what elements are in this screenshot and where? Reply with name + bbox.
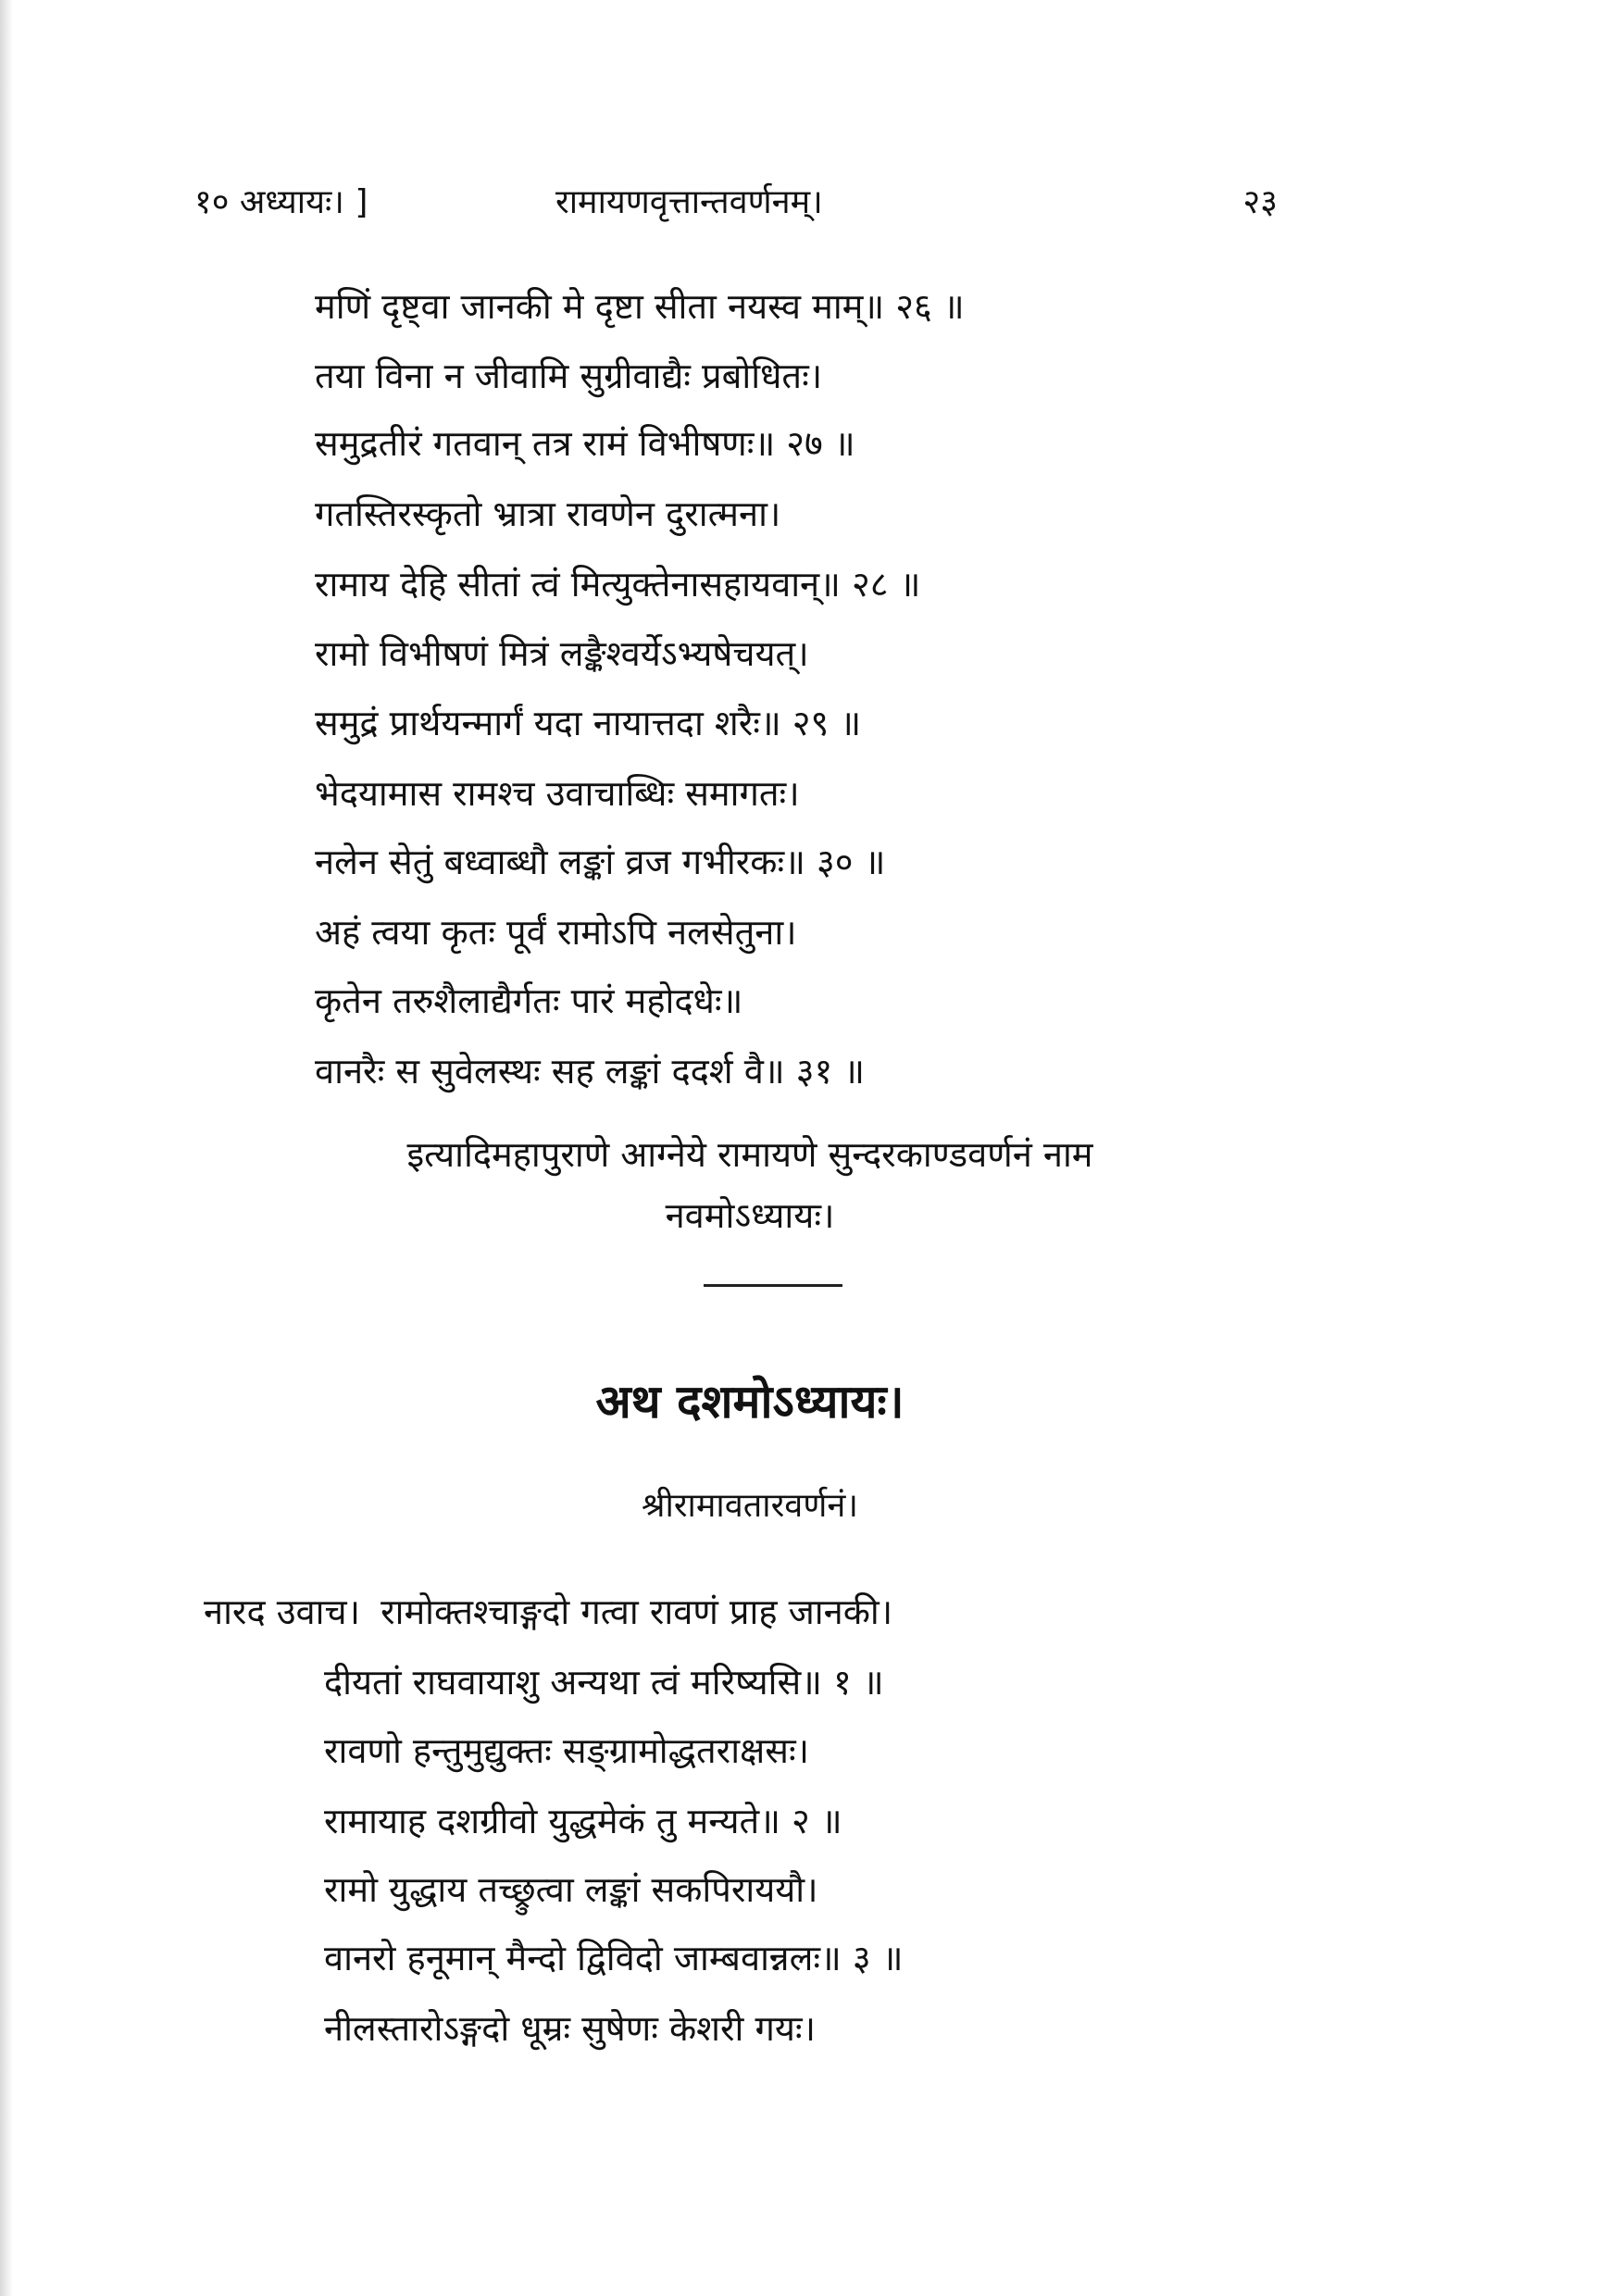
verse-line: भेदयामास रामश्च उवाचाब्धिः समागतः। <box>315 773 800 814</box>
verse-line: दीयतां राघवायाशु अन्यथा त्वं मरिष्यसि॥ १ ॥ <box>324 1662 884 1703</box>
verse-line: रावणो हन्तुमुद्युक्तः सङ्ग्रामोद्धतराक्षसः। <box>324 1730 810 1771</box>
verse-line: नलेन सेतुं बध्वाब्धौ लङ्कां व्रज गभीरकः॥ ३० ॥ <box>315 842 886 882</box>
page-number: २३ <box>1242 183 1278 221</box>
verse-line: नीलस्तारोऽङ्गदो धूम्रः सुषेणः केशरी गयः। <box>324 2008 816 2049</box>
verse-line: अहं त्वया कृतः पूर्वं रामोऽपि नलसेतुना। <box>315 912 797 953</box>
verse-line: समुद्रतीरं गतवान् तत्र रामं विभीषणः॥ २७ ॥ <box>315 423 855 464</box>
verse-line: वानरैः स सुवेलस्थः सह लङ्कां ददर्श वै॥ ३१ ॥ <box>315 1051 866 1092</box>
section-divider <box>704 1284 842 1287</box>
page-edge-shadow <box>0 0 13 2296</box>
colophon-line-1: इत्यादिमहापुराणे आग्नेये रामायणे सुन्दरकाण्डवर्णनं नाम <box>406 1134 1093 1175</box>
colophon-line-2: नवमोऽध्यायः। <box>665 1195 835 1236</box>
verse-line: गतस्तिरस्कृतो भ्रात्रा रावणेन दुरात्मना। <box>315 493 781 534</box>
verse-line: वानरो हनूमान् मैन्दो द्विविदो जाम्बवान्नलः॥ ३ ॥ <box>324 1938 904 1978</box>
verse-line: मणिं दृष्ट्वा जानकी मे दृष्टा सीता नयस्व माम्॥ २६ ॥ <box>315 286 965 327</box>
verse-line: रामायाह दशग्रीवो युद्धमेकं तु मन्यते॥ २ ॥ <box>324 1801 842 1841</box>
verse-line: रामो युद्धाय तच्छ्रुत्वा लङ्कां सकपिराययौ। <box>324 1869 818 1910</box>
verse-line: तया विना न जीवामि सुग्रीवाद्यैः प्रबोधितः। <box>315 356 823 396</box>
speaker-label: नारद उवाच। <box>204 1591 361 1632</box>
speaker-verse-line <box>204 1591 893 1632</box>
verse-line: कृतेन तरुशैलाद्यैर्गतः पारं महोदधेः॥ <box>315 980 743 1021</box>
chapter-title: अथ दशमोऽध्यायः। <box>595 1375 905 1429</box>
verse-line: समुद्रं प्रार्थयन्मार्गं यदा नायात्तदा शरैः॥ २९ ॥ <box>315 703 862 743</box>
running-header <box>194 178 1324 233</box>
header-chapter-marker: १० अध्यायः। ] <box>194 183 368 221</box>
verse-line: रामोक्तश्चाङ्गदो गत्वा रावणं प्राह जानकी। <box>381 1591 893 1632</box>
header-title: रामायणवृत्तान्तवर्णनम्। <box>555 183 823 221</box>
chapter-subtitle: श्रीरामावतारवर्णनं। <box>642 1487 858 1525</box>
verse-line: रामो विभीषणं मित्रं लङ्कैश्वर्येऽभ्यषेचयत्। <box>315 633 809 674</box>
verse-line: रामाय देहि सीतां त्वं मित्युक्तेनासहायवान्॥ २८ ॥ <box>315 564 921 605</box>
